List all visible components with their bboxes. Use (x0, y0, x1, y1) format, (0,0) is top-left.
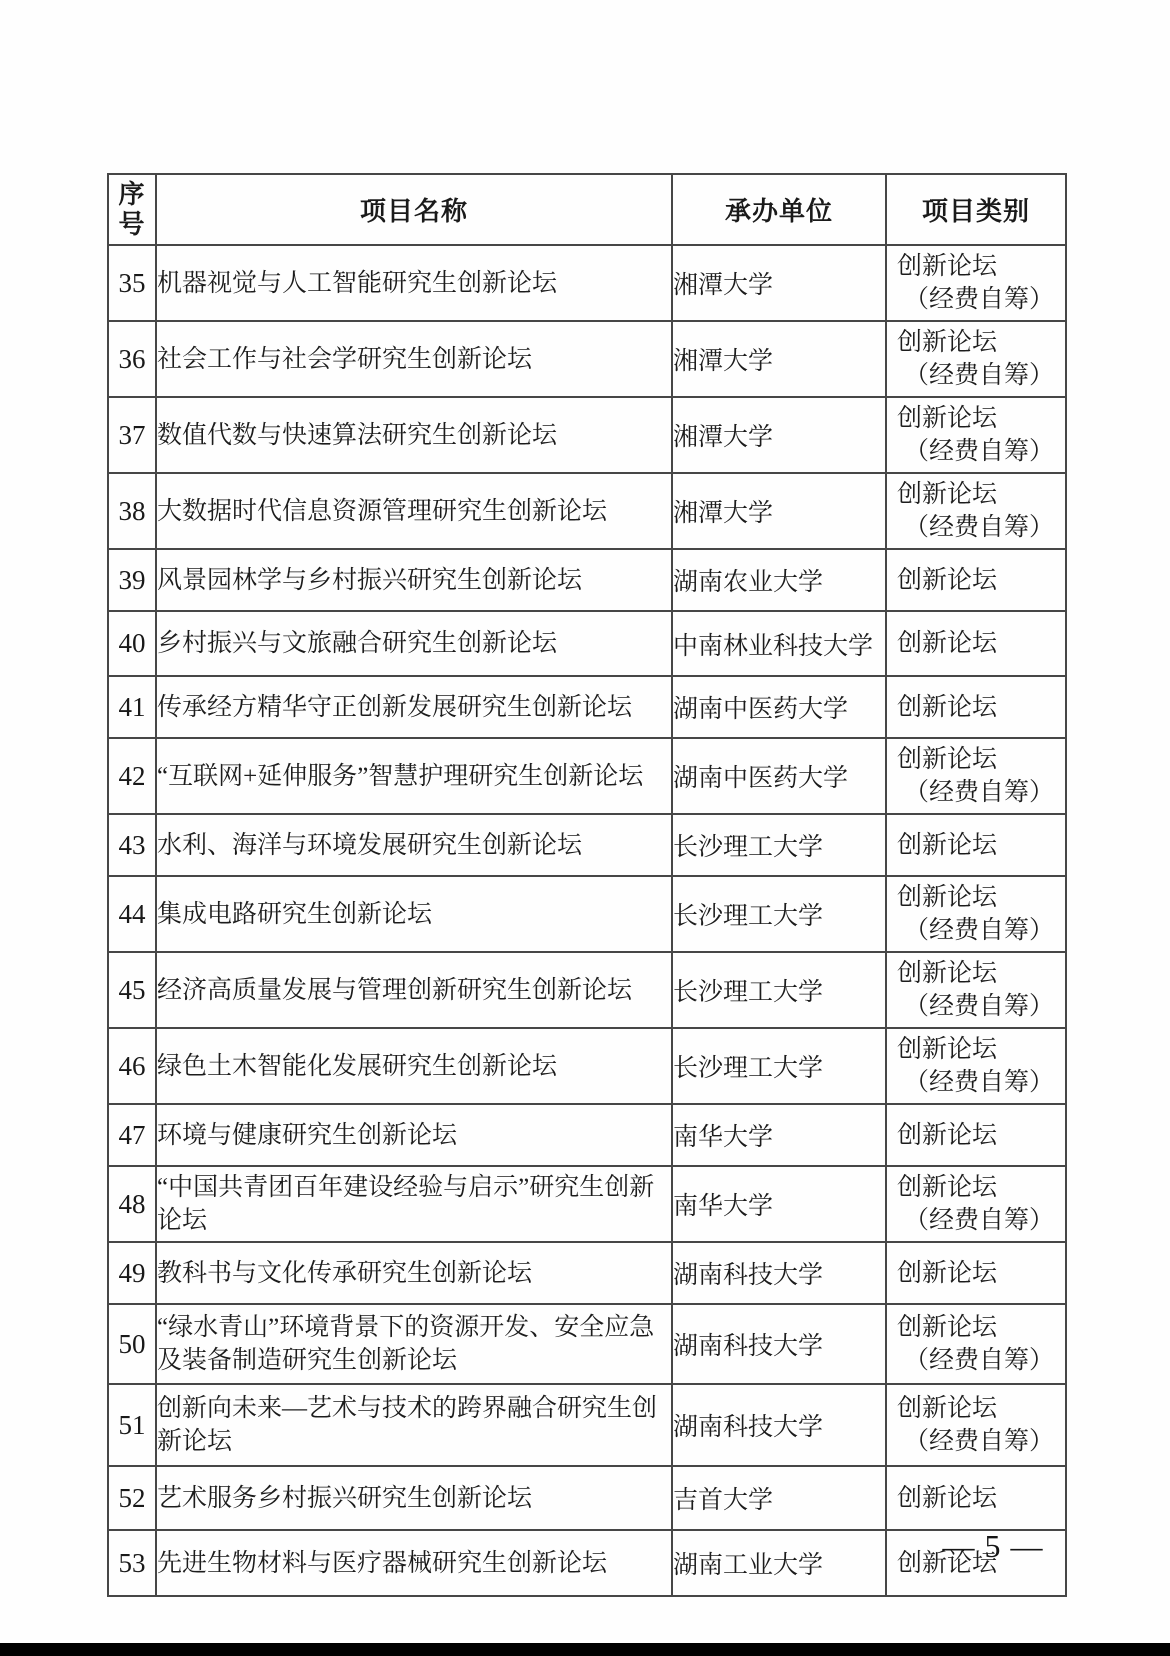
row-project-name: 环境与健康研究生创新论坛 (156, 1104, 672, 1166)
table-row (108, 473, 1066, 549)
row-project-name: 数值代数与快速算法研究生创新论坛 (156, 397, 672, 473)
row-category-lines (887, 1478, 1065, 1519)
row-category-line1: 创新论坛 (897, 831, 998, 859)
row-seq-number: 48 (108, 1166, 156, 1242)
row-category (886, 876, 1066, 952)
page-number: — 5 — (942, 1528, 1044, 1564)
row-project-name: 风景园林学与乡村振兴研究生创新论坛 (156, 549, 672, 611)
row-category-line1: 创新论坛 (897, 960, 998, 987)
row-category-line1: 创新论坛 (897, 1314, 998, 1341)
row-project-name: 大数据时代信息资源管理研究生创新论坛 (156, 473, 672, 549)
header-seq-label: 序号 (118, 179, 146, 239)
row-category-line2: （经费自筹） (904, 1207, 1055, 1234)
table-row (108, 1384, 1066, 1466)
row-category-line2: （经费自筹） (904, 362, 1055, 389)
row-category-line1: 创新论坛 (897, 329, 998, 356)
table-row (108, 611, 1066, 676)
row-project-name: 水利、海洋与环境发展研究生创新论坛 (156, 814, 672, 876)
row-category-line1: 创新论坛 (897, 1121, 998, 1149)
row-unit: 长沙理工大学 (672, 952, 886, 1028)
row-unit: 湖南农业大学 (672, 549, 886, 611)
row-unit: 南华大学 (672, 1104, 886, 1166)
row-category-line2: （经费自筹） (904, 1069, 1055, 1096)
row-unit: 湖南科技大学 (672, 1242, 886, 1304)
table-row (108, 1166, 1066, 1242)
row-seq-number: 37 (108, 397, 156, 473)
row-category-line1: 创新论坛 (897, 405, 998, 432)
table-row (108, 952, 1066, 1028)
row-category-line1: 创新论坛 (897, 1036, 998, 1063)
row-category-lines (887, 1167, 1065, 1241)
row-unit: 湘潭大学 (672, 397, 886, 473)
row-category-line2: （经费自筹） (904, 286, 1055, 313)
row-project-name: 教科书与文化传承研究生创新论坛 (156, 1242, 672, 1304)
row-category (886, 1166, 1066, 1242)
table-row (108, 1104, 1066, 1166)
row-category-line1: 创新论坛 (897, 884, 998, 911)
table-row (108, 321, 1066, 397)
row-project-name: 先进生物材料与医疗器械研究生创新论坛 (156, 1530, 672, 1596)
row-unit: 中南林业科技大学 (672, 611, 886, 676)
scan-artifact-bar (0, 1643, 1170, 1656)
row-category-lines (887, 1388, 1065, 1462)
row-category-line1: 创新论坛 (897, 1549, 998, 1577)
row-category-lines (887, 560, 1065, 601)
row-category-line1: 创新论坛 (897, 746, 998, 773)
projects-table (107, 173, 1067, 1597)
row-project-name: 艺术服务乡村振兴研究生创新论坛 (156, 1466, 672, 1530)
row-seq-number: 47 (108, 1104, 156, 1166)
row-project-name: 传承经方精华守正创新发展研究生创新论坛 (156, 676, 672, 738)
table-row (108, 676, 1066, 738)
row-category (886, 321, 1066, 397)
row-seq-number: 49 (108, 1242, 156, 1304)
row-project-name: “中国共青团百年建设经验与启示”研究生创新论坛 (156, 1166, 672, 1242)
row-category-line2: （经费自筹） (904, 514, 1055, 541)
row-seq-number: 41 (108, 676, 156, 738)
row-category (886, 1466, 1066, 1530)
row-seq-number: 52 (108, 1466, 156, 1530)
header-seq (108, 174, 156, 245)
row-unit: 南华大学 (672, 1166, 886, 1242)
row-category (886, 1104, 1066, 1166)
row-category (886, 245, 1066, 321)
table-row (108, 876, 1066, 952)
row-category (886, 952, 1066, 1028)
row-category-line1: 创新论坛 (897, 566, 998, 594)
table-row (108, 397, 1066, 473)
row-category-line2: （经费自筹） (904, 917, 1055, 944)
row-seq-number: 45 (108, 952, 156, 1028)
row-category (886, 1304, 1066, 1384)
row-project-name: “绿水青山”环境背景下的资源开发、安全应急及装备制造研究生创新论坛 (156, 1304, 672, 1384)
row-category-line2: （经费自筹） (904, 438, 1055, 465)
row-category-line1: 创新论坛 (897, 1484, 998, 1512)
row-category-lines (887, 687, 1065, 728)
row-category (886, 397, 1066, 473)
table-row (108, 814, 1066, 876)
row-project-name: 社会工作与社会学研究生创新论坛 (156, 321, 672, 397)
row-category-line1: 创新论坛 (897, 1174, 998, 1201)
row-seq-number: 39 (108, 549, 156, 611)
row-unit: 湘潭大学 (672, 321, 886, 397)
row-seq-number: 51 (108, 1384, 156, 1466)
row-unit: 湖南中医药大学 (672, 738, 886, 814)
row-category-line1: 创新论坛 (897, 1395, 998, 1422)
row-seq-number: 42 (108, 738, 156, 814)
row-seq-number: 35 (108, 245, 156, 321)
row-category (886, 473, 1066, 549)
row-category-lines (887, 877, 1065, 951)
row-category-lines (887, 953, 1065, 1027)
row-project-name: 集成电路研究生创新论坛 (156, 876, 672, 952)
row-unit: 湘潭大学 (672, 245, 886, 321)
row-category (886, 814, 1066, 876)
row-seq-number: 50 (108, 1304, 156, 1384)
row-unit: 湖南科技大学 (672, 1384, 886, 1466)
row-seq-number: 36 (108, 321, 156, 397)
table-row (108, 1466, 1066, 1530)
table-row (108, 1530, 1066, 1596)
row-category-lines (887, 1253, 1065, 1294)
row-category (886, 611, 1066, 676)
header-unit: 承办单位 (672, 174, 886, 245)
table-header-row (108, 174, 1066, 245)
row-category-line2: （经费自筹） (904, 779, 1055, 806)
table-row (108, 738, 1066, 814)
row-project-name: 创新向未来—艺术与技术的跨界融合研究生创新论坛 (156, 1384, 672, 1466)
row-category (886, 1384, 1066, 1466)
row-category (886, 1242, 1066, 1304)
row-category-line1: 创新论坛 (897, 253, 998, 280)
row-unit: 长沙理工大学 (672, 1028, 886, 1104)
row-unit: 湖南中医药大学 (672, 676, 886, 738)
row-unit: 长沙理工大学 (672, 876, 886, 952)
row-category-line1: 创新论坛 (897, 1259, 998, 1287)
row-project-name: “互联网+延伸服务”智慧护理研究生创新论坛 (156, 738, 672, 814)
row-unit: 湖南工业大学 (672, 1530, 886, 1596)
row-category-line2: （经费自筹） (904, 1347, 1055, 1374)
row-seq-number: 46 (108, 1028, 156, 1104)
row-project-name: 经济高质量发展与管理创新研究生创新论坛 (156, 952, 672, 1028)
row-unit: 长沙理工大学 (672, 814, 886, 876)
row-category-lines (887, 322, 1065, 396)
table-row (108, 1304, 1066, 1384)
row-seq-number: 43 (108, 814, 156, 876)
row-unit: 湘潭大学 (672, 473, 886, 549)
row-category-lines (887, 1307, 1065, 1381)
row-category-lines (887, 825, 1065, 866)
row-unit: 吉首大学 (672, 1466, 886, 1530)
row-category (886, 738, 1066, 814)
row-project-name: 机器视觉与人工智能研究生创新论坛 (156, 245, 672, 321)
row-category (886, 676, 1066, 738)
row-category (886, 1028, 1066, 1104)
row-category-lines (887, 739, 1065, 813)
row-seq-number: 40 (108, 611, 156, 676)
row-category-lines (887, 1029, 1065, 1103)
table-row (108, 1028, 1066, 1104)
row-category-lines (887, 623, 1065, 664)
row-category-line2: （经费自筹） (904, 1428, 1055, 1455)
row-project-name: 绿色土木智能化发展研究生创新论坛 (156, 1028, 672, 1104)
row-category-lines (887, 246, 1065, 320)
row-unit: 湖南科技大学 (672, 1304, 886, 1384)
row-category-line2: （经费自筹） (904, 993, 1055, 1020)
table-row (108, 245, 1066, 321)
header-category: 项目类别 (886, 174, 1066, 245)
row-project-name: 乡村振兴与文旅融合研究生创新论坛 (156, 611, 672, 676)
row-category-lines (887, 474, 1065, 548)
row-seq-number: 44 (108, 876, 156, 952)
row-seq-number: 38 (108, 473, 156, 549)
row-seq-number: 53 (108, 1530, 156, 1596)
header-project-name: 项目名称 (156, 174, 672, 245)
row-category-line1: 创新论坛 (897, 693, 998, 721)
row-category-lines (887, 398, 1065, 472)
table-row (108, 1242, 1066, 1304)
row-category-line1: 创新论坛 (897, 481, 998, 508)
row-category-lines (887, 1115, 1065, 1156)
table-row (108, 549, 1066, 611)
row-category-line1: 创新论坛 (897, 630, 998, 657)
row-category (886, 549, 1066, 611)
